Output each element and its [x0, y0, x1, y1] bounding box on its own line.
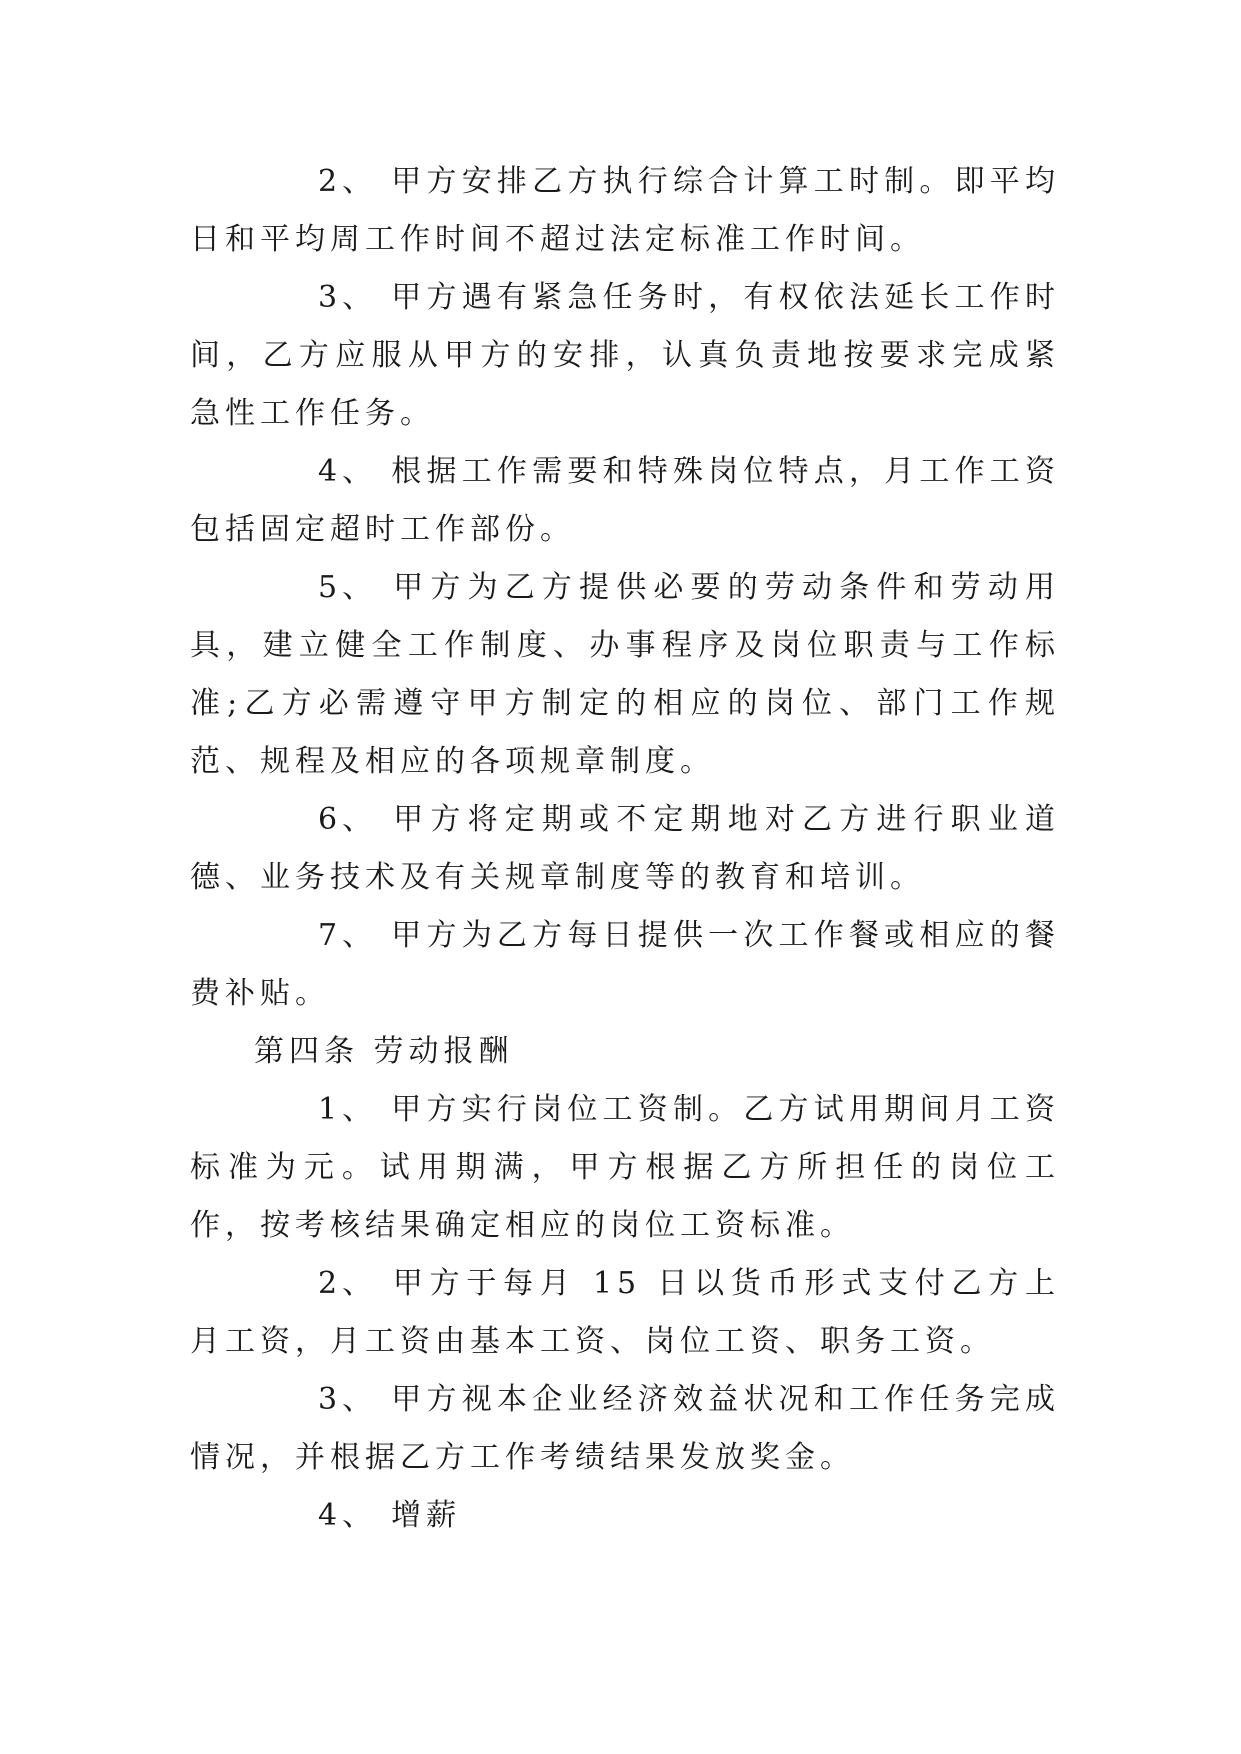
clause-paragraph — [190, 791, 1060, 907]
clause-number: 4、 — [318, 454, 378, 489]
clause-paragraph — [190, 1371, 1060, 1487]
clause-number: 1、 — [318, 1092, 378, 1127]
clause-number: 5、 — [318, 570, 378, 605]
clause-text: 甲方实行岗位工资制。乙方试用期间月工资标准为元。试用期满，甲方根据乙方所担任的岗位工作，按考核结果确定相应的岗位工资标准。 — [190, 1092, 1060, 1243]
clause-paragraph — [190, 153, 1060, 269]
clause-number: 2、 — [318, 1266, 378, 1301]
clause-paragraph — [190, 559, 1060, 791]
section-heading: 第四条 劳动报酬 — [254, 1034, 514, 1069]
clause-text: 增薪 — [391, 1498, 462, 1533]
clause-text: 甲方将定期或不定期地对乙方进行职业道德、业务技术及有关规章制度等的教育和培训。 — [190, 802, 1060, 895]
clause-text: 甲方视本企业经济效益状况和工作任务完成情况，并根据乙方工作考绩结果发放奖金。 — [190, 1382, 1060, 1475]
clause-paragraph — [190, 1487, 1060, 1545]
clause-number: 3、 — [318, 1382, 378, 1417]
clause-number: 6、 — [318, 802, 378, 837]
clause-text: 甲方遇有紧急任务时，有权依法延长工作时间，乙方应服从甲方的安排，认真负责地按要求完成紧急性工作任务。 — [190, 280, 1060, 431]
clause-number: 2、 — [318, 164, 378, 199]
clause-text: 甲方为乙方每日提供一次工作餐或相应的餐费补贴。 — [190, 918, 1060, 1011]
clause-text: 甲方于每月 15 日以货币形式支付乙方上月工资，月工资由基本工资、岗位工资、职务工资。 — [190, 1266, 1060, 1359]
clause-paragraph — [190, 1081, 1060, 1255]
clause-number: 7、 — [318, 918, 378, 953]
clause-paragraph — [190, 269, 1060, 443]
clause-text: 甲方为乙方提供必要的劳动条件和劳动用具，建立健全工作制度、办事程序及岗位职责与工作标准;乙方必需遵守甲方制定的相应的岗位、部门工作规范、规程及相应的各项规章制度。 — [190, 570, 1060, 779]
clause-number: 4、 — [318, 1498, 378, 1533]
clause-text: 甲方安排乙方执行综合计算工时制。即平均日和平均周工作时间不超过法定标准工作时间。 — [190, 164, 1060, 257]
clause-paragraph — [190, 443, 1060, 559]
clause-text: 根据工作需要和特殊岗位特点，月工作工资包括固定超时工作部份。 — [190, 454, 1060, 547]
clause-paragraph — [190, 907, 1060, 1023]
clause-paragraph — [190, 1255, 1060, 1371]
clause-number: 3、 — [318, 280, 378, 315]
document-body — [190, 153, 1060, 1545]
